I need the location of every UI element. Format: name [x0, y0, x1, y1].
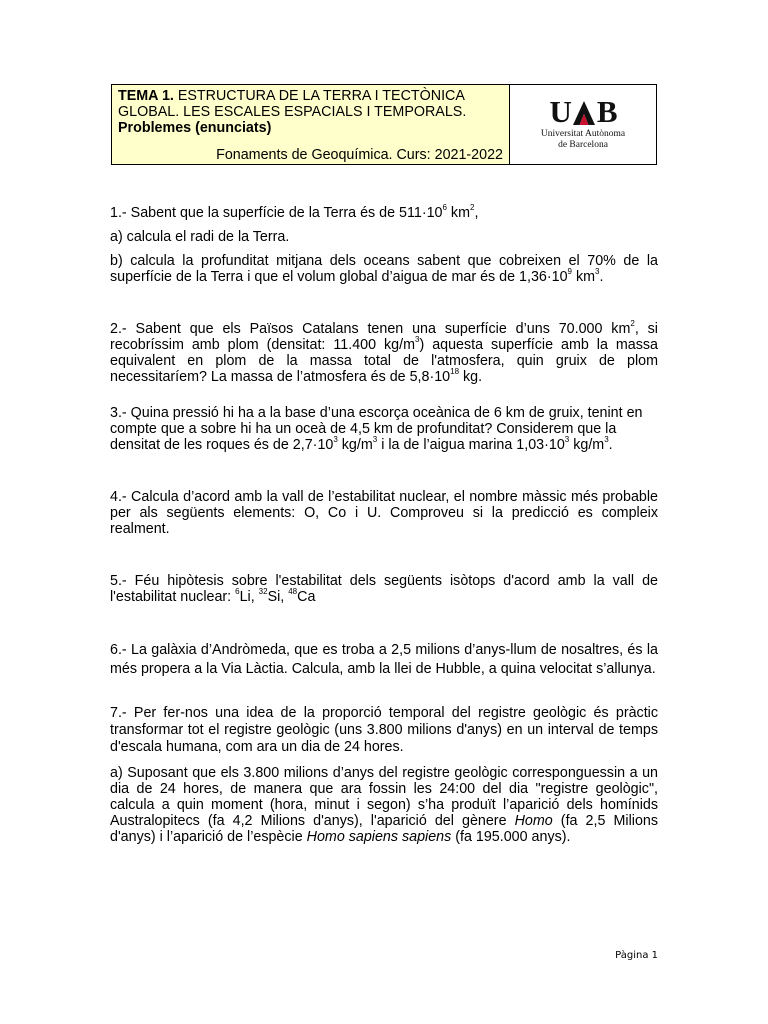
text: (fa 2,5 Milions d'anys) i l’aparició de l’espècie: [110, 813, 658, 845]
text: i la de l’aigua marina 1,03·10: [377, 437, 565, 453]
text: km: [571, 269, 595, 285]
university-logo: [510, 85, 656, 164]
problem-6: 6.- La galàxia d’Andròmeda, que es troba a 2,5 milions d’anys-llum de nosaltres, és la més propera a la Via Làctia. Calcula, amb la llei de Hubble, a quina velocitat s’allunya.: [110, 642, 658, 677]
text: , si recobríssim amb plom (densitat: 11.400 kg/m: [110, 321, 658, 353]
exponent: 2: [469, 203, 475, 213]
exponent: 3: [564, 435, 570, 445]
species-name: Homo sapiens sapiens: [306, 829, 452, 845]
text: 3.- Quina pressió hi ha a la base d’una escorça oceànica de 6 km de gruix, tenint en compte que a sobre hi ha un oceà de 4,5 km de profunditat? Considerem que la densitat de les roques és de 2,7·10: [110, 405, 643, 453]
exponent: 3: [595, 267, 600, 277]
text: kg/m: [569, 437, 605, 453]
problem-3: [110, 405, 658, 453]
tema-label: TEMA 1.: [118, 88, 174, 104]
text: Si,: [267, 589, 289, 605]
header-subtitle: Problemes (enunciats): [118, 120, 272, 136]
exponent: 3: [415, 335, 420, 345]
text: ,: [474, 205, 479, 221]
exponent: 3: [604, 435, 609, 445]
text: 5.- Féu hipòtesis sobre l'estabilitat dels següents isòtops d'acord amb la vall de l'estabilitat nuclear:: [110, 573, 658, 605]
header-topic: [118, 88, 503, 120]
problem-5: [110, 573, 658, 605]
course-name: Fonaments de Geoquímica. Curs: 2021-2022: [216, 147, 503, 163]
text: 2.- Sabent que els Països Catalans tenen una superfície d’uns 70.000 km: [110, 321, 631, 337]
text: kg/m: [337, 437, 373, 453]
university-name-line2: de Barcelona: [558, 139, 608, 150]
exponent: 3: [333, 435, 338, 445]
text: 1.- Sabent que la superfície de la Terra és de 511·10: [110, 205, 443, 221]
text: kg.: [459, 369, 483, 385]
text: ) aquesta superfície amb la massa equivalent en plom de la massa total de l'atmosfera, quin gruix de plom necessitaríem? La massa de l’atmosfera és de 5,8·10: [110, 337, 659, 385]
text: Li,: [239, 589, 259, 605]
page-number: Pàgina 1: [615, 950, 658, 961]
document-header: [111, 84, 657, 165]
logo-letter-u: U: [549, 93, 571, 129]
problem-1-intro: [110, 205, 658, 221]
problems-list: [110, 205, 658, 845]
exponent: 6: [442, 203, 447, 213]
tema-title: ESTRUCTURA DE LA TERRA I TECTÒNICA GLOBAL. LES ESCALES ESPACIALS I TEMPORALS.: [118, 88, 467, 120]
exponent: 2: [630, 319, 635, 329]
problem-1-b: [110, 253, 658, 285]
text: (fa 195.000 anys).: [451, 829, 571, 845]
logo-letter-b: B: [596, 93, 617, 129]
problem-2: [110, 321, 658, 385]
text: .: [608, 437, 613, 453]
uab-logo: [549, 93, 617, 129]
problem-7-intro: 7.- Per fer-nos una idea de la proporció temporal del registre geològic és pràctic transformar tot el registre geològic (uns 3.800 milions d'anys) en un interval de temps d'escala humana, com ara un dia de 24 hores.: [110, 705, 658, 755]
university-name: [541, 129, 625, 151]
problem-4: 4.- Calcula d’acord amb la vall de l’estabilitat nuclear, el nombre màssic més probable per als següents elements: O, Co i U. Comproveu si la predicció es compleix realment.: [110, 489, 658, 537]
exponent: 48: [288, 587, 298, 597]
text: .: [599, 269, 604, 285]
text: b) calcula la profunditat mitjana dels oceans sabent que cobreixen el 70% de la superfície de la Terra i que el volum global d’aigua de mar és de 1,36·10: [110, 253, 658, 285]
text: a) Suposant que els 3.800 milions d’anys del registre geològic corresponguessin a un dia de 24 hores, de manera que ara fossin les 24:00 del dia "registre geològic", calcula a quin moment (hora, minut i segon) s’ha produït l’aparició dels homínids Australopitecs (fa 4,2 Milions d'anys), l'aparició del gènere: [110, 765, 658, 829]
exponent: 6: [235, 587, 240, 597]
exponent: 18: [450, 367, 460, 377]
genus-name: Homo: [514, 813, 553, 829]
exponent: 9: [567, 267, 572, 277]
problem-1-a: a) calcula el radi de la Terra.: [110, 229, 290, 245]
text: km: [446, 205, 470, 221]
exponent: 3: [372, 435, 378, 445]
university-name-line1: Universitat Autònoma: [540, 128, 626, 139]
exponent: 32: [258, 587, 268, 597]
logo-a-mark-icon: [573, 101, 595, 125]
header-title-box: [112, 85, 510, 164]
text: Ca: [297, 589, 316, 605]
problem-7-a: [110, 765, 658, 845]
